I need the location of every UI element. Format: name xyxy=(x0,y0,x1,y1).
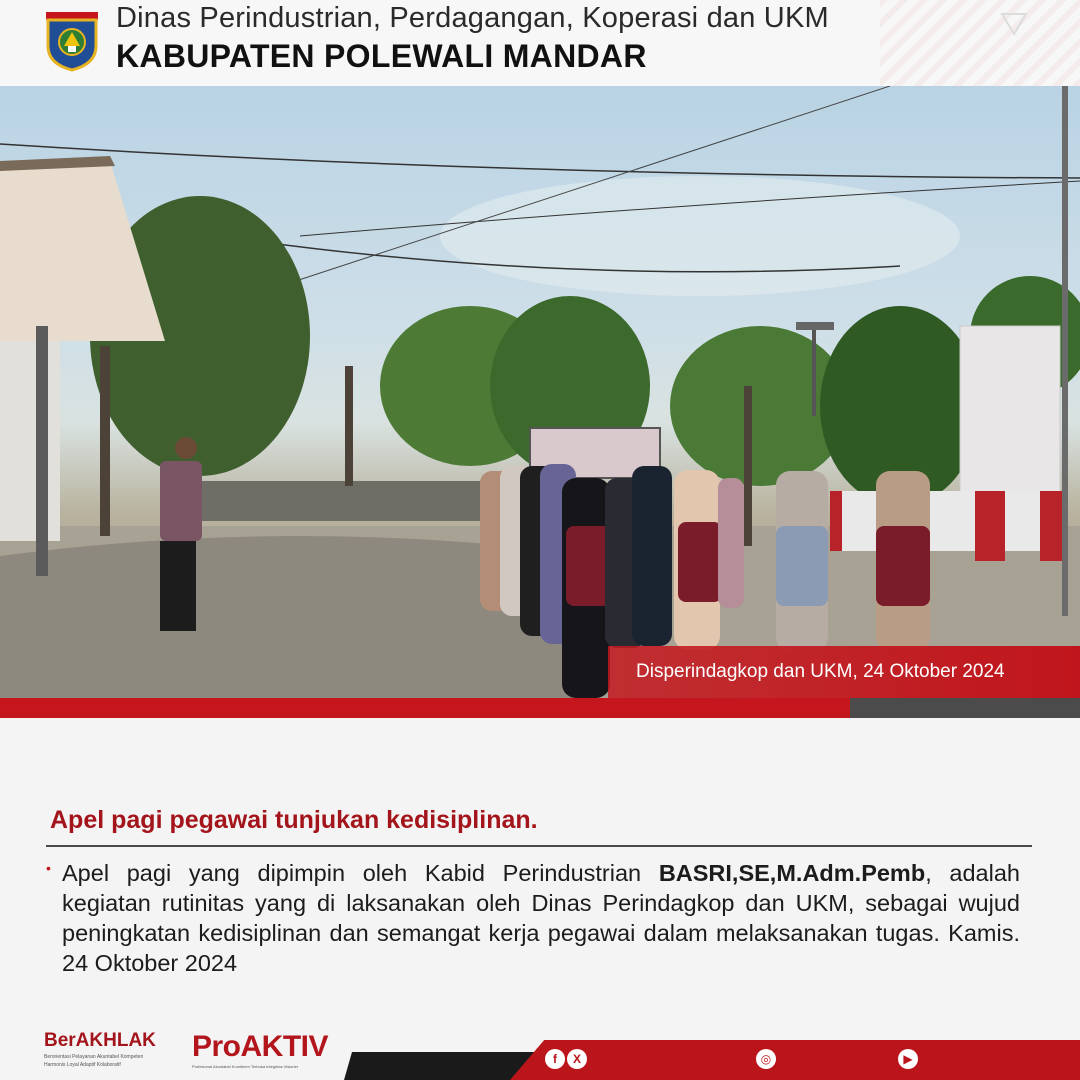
berakhlak-title: BerAKHLAK xyxy=(44,1030,156,1051)
proaktiv-title: ProAKTIV xyxy=(192,1030,329,1063)
youtube-icon[interactable]: ▶ xyxy=(898,1049,918,1069)
accent-bar-gray xyxy=(850,698,1080,718)
proaktiv-logo xyxy=(192,1030,342,1074)
x-icon[interactable]: X xyxy=(567,1049,587,1069)
instagram-icon[interactable]: ◎ xyxy=(756,1049,776,1069)
facebook-icon[interactable]: f xyxy=(545,1049,565,1069)
chevron-down-icon xyxy=(1000,12,1028,36)
berakhlak-logo xyxy=(44,1030,184,1074)
footer-bar-red xyxy=(510,1040,1080,1080)
proaktiv-subtitle: Profesional Akuntabel Komitmen Terbuka Integritas Visioner xyxy=(192,1064,299,1069)
photo-scene xyxy=(0,86,1080,698)
regency-crest-icon xyxy=(44,10,100,72)
berakhlak-subtitle-1: Berorientasi Pelayanan Akuntabel Kompeten xyxy=(44,1054,144,1060)
leader-name: BASRI,SE,M.Adm.Pemb xyxy=(658,860,926,886)
agency-name: Dinas Perindustrian, Perdagangan, Koperasi dan UKM xyxy=(116,2,829,34)
regency-name: KABUPATEN POLEWALI MANDAR xyxy=(116,38,647,74)
paragraph-text-end: , adalah kegiatan rutinitas yang di laksanakan oleh Dinas Perindagkop dan UKM, sebagai wujud peningkatan kedisiplinan dan semangat kerja pegawai dalam melaksanakan tugas. Kamis. 24 Oktober 2024 xyxy=(62,860,1020,976)
accent-bar-red xyxy=(0,698,850,718)
bullet-icon: • xyxy=(46,860,51,876)
header xyxy=(0,0,1080,86)
berakhlak-subtitle-2: Harmonis Loyal Adaptif Kolaboratif xyxy=(44,1062,121,1068)
event-photo xyxy=(0,86,1080,698)
article-headline: Apel pagi pegawai tunjukan kedisiplinan. xyxy=(50,806,538,834)
headline-divider xyxy=(46,845,1032,847)
header-decoration xyxy=(880,0,1080,86)
paragraph-text-start: Apel pagi yang dipimpin oleh Kabid Perindustrian xyxy=(62,860,659,886)
article-paragraph xyxy=(62,858,1020,978)
photo-caption: Disperindagkop dan UKM, 24 Oktober 2024 xyxy=(608,646,1080,698)
